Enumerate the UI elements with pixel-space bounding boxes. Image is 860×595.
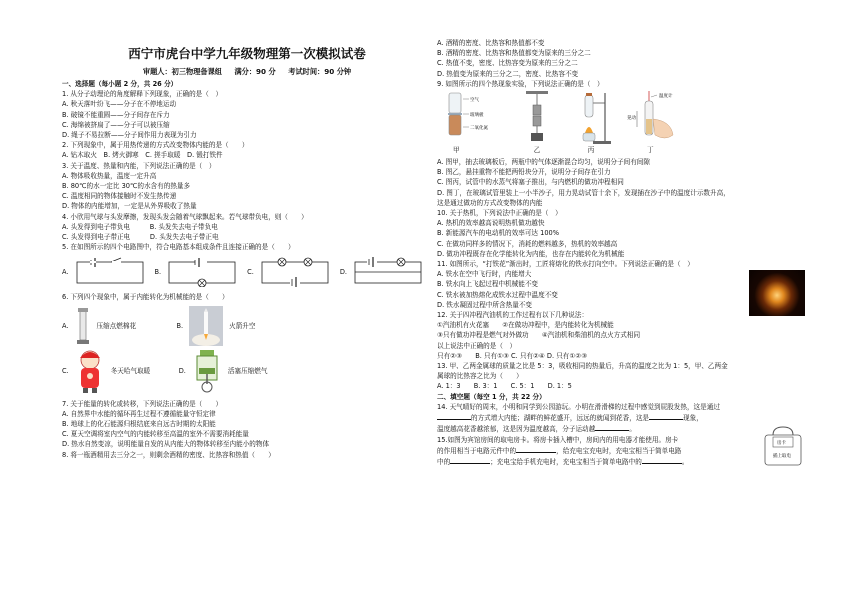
q10-option-d: D. 做功冲程既存在化学能转化为内能，也存在内能转化为机械能 <box>437 249 625 258</box>
question-15-line1: 15.如图为宾馆房间的取电房卡。将房卡插入槽中，房间内的用电器才能使用。房卡 <box>437 435 679 444</box>
card-label: 房卡 <box>777 440 786 446</box>
circuit-d <box>340 257 427 287</box>
label-no2: 二氧化氮 <box>470 125 488 131</box>
q9-figure-bing <box>571 89 611 155</box>
blank-15-3[interactable] <box>642 456 682 464</box>
rocket-launch-icon <box>189 306 223 346</box>
blank-15-2[interactable] <box>450 456 490 464</box>
lead-blocks-icon <box>522 89 552 145</box>
question-14-line2 <box>437 412 807 423</box>
q8-option-a: A. 酒精的密度、比热容和热值都不变 <box>437 39 545 47</box>
exam-title: 西宁市虎台中学九年级物理第一次模拟试卷 <box>128 46 366 61</box>
q7-option-a: A. 自然界中水能的循环再生过程不遵循能量守恒定律 <box>62 409 216 418</box>
q6-a-letter: A. <box>62 321 69 330</box>
q9-option-b: B. 图乙，悬挂重物不能把两铅块分开，说明分子间存在引力 <box>437 168 611 177</box>
circuit-d-label: D. <box>339 268 348 277</box>
room-card-holder-icon <box>759 425 807 467</box>
circuit-c <box>247 257 334 287</box>
q12-statements-1: ①汽油机有火花塞 ②在做功冲程中，是内能转化为机械能 <box>437 321 614 330</box>
test-tube-heating-icon <box>571 89 611 145</box>
circuit-a <box>62 257 149 287</box>
q1-option-c: C. 海绵被挤扁了——分子可以被压缩 <box>62 120 170 129</box>
label-thermometer: 温度计 <box>659 93 673 99</box>
section-choice-heading: 一、选择题（每小题 2 分，共 26 分） <box>62 80 178 88</box>
q11-option-c: C. 铁水被加热熔化成铁水过程中温度不变 <box>437 290 558 299</box>
question-8: 8. 将一瓶酒精用去三分之一，则剩余酒精的密度、比热容和热值（ ） <box>62 450 275 459</box>
q11-option-d: D. 铁水凝固过程中所含热量不变 <box>437 300 532 309</box>
q9-fig-yi-caption: 乙 <box>533 145 541 154</box>
question-15-line2 <box>437 445 807 456</box>
q1-option-b: B. 破镜不能重圆——分子间存在斥力 <box>62 110 170 119</box>
q10-option-c: C. 在做功同样多的情况下，消耗的燃料越多，热机的效率越高 <box>437 239 618 248</box>
question-7: 7. 关于能量的转化或转移，下列说法正确的是（ ） <box>62 399 223 408</box>
time-text: 考试时间：90 分钟 <box>288 67 352 76</box>
q6-d-caption: 活塞压缩燃气 <box>227 366 268 375</box>
q9-figure-ding <box>625 89 685 155</box>
right-column <box>437 38 807 467</box>
circuit-b-diagram <box>163 257 241 287</box>
q1-option-d: D. 绳子不易拉断——分子间作用力表现为引力 <box>62 131 197 140</box>
q6-c-letter: C. <box>62 366 69 375</box>
q9-option-c: C. 图丙，试管中的水蒸气将塞子推出，与内燃机的做功冲程相同 <box>437 178 624 187</box>
q9-fig-ding-caption: 丁 <box>647 145 654 154</box>
q12-statements-2: ③只有做功冲程是燃气对外做功 ④汽油机和柴油机的点火方式相同 <box>437 331 641 340</box>
q6-a-caption: 压缩点燃棉花 <box>96 321 137 330</box>
question-13-line1: 13. 甲、乙两金属球的质量之比是 5：3，吸收相同的热量后，升高的温度之比为 1：5，甲、乙两金 <box>437 362 728 371</box>
circuit-c-diagram <box>256 257 334 287</box>
q3-option-b: B. 80℃的水一定比 30℃的水含有的热量多 <box>62 182 191 191</box>
question-5: 5. 在如图所示的四个电路图中，符合电路基本组成条件且连接正确的是（ ） <box>62 243 295 252</box>
circuit-b-label: B. <box>154 268 162 277</box>
circuit-c-label: C. <box>247 268 254 277</box>
q6-d-letter: D. <box>178 366 186 375</box>
q13-options: A. 1：3 B. 3：1 C. 5：1 D. 1：5 <box>437 382 572 391</box>
q11-option-b: B. 铁水向上飞起过程中机械能不变 <box>437 280 539 289</box>
q6-row-ab <box>62 305 432 347</box>
blank-14-1[interactable] <box>437 412 471 420</box>
question-14-line3 <box>437 423 807 434</box>
q15-text-b1: 的作用相当于电路元件中的 <box>437 446 517 455</box>
q8-option-c: C. 热值不变，密度、比热容变为原来的三分之二 <box>437 59 578 68</box>
blank-15-1[interactable] <box>516 445 556 453</box>
question-9: 9. 如图所示的四个热现象实验，下列说法正确的是（ ） <box>437 79 604 88</box>
label-shake: 晃动 <box>627 115 636 121</box>
q9-option-d-line1: D. 图丁，在玻璃试管里装上一小半沙子，用力晃动试管十余下，发现插在沙子中的温度计示数升高， <box>437 188 730 197</box>
q9-figure-jia <box>443 89 503 155</box>
q3-option-a: A. 物体吸收热量，温度一定升高 <box>62 171 157 180</box>
question-14-line1: 14. 天气晴好的周末，小明和同学到公园游玩。小明在滑滑梯的过程中感觉到屁股发热，这是通过 <box>437 402 720 411</box>
blank-14-2[interactable] <box>649 412 683 420</box>
q14-text-c1: 温度越高花香越浓郁，这是因为温度越高，分子运动越 <box>437 425 596 434</box>
q6-b-caption: 火箭升空 <box>229 321 256 330</box>
q6-b-letter: B. <box>176 321 184 330</box>
label-glass: 玻璃板 <box>470 112 484 118</box>
q2-options: A. 钻木取火 B. 烤火御寒 C. 搓手取暖 D. 锻打铁件 <box>62 151 223 160</box>
q8-option-d: D. 热值变为原来的三分之二，密度、比热容不变 <box>437 69 579 78</box>
setter-text: 审题人：初三物理备课组 <box>142 67 222 76</box>
exam-meta <box>62 66 432 77</box>
q9-option-d-line2: 这是通过做功的方式改变物体的内能 <box>437 198 543 207</box>
q15-text-b2: ，给充电宝充电时，充电宝相当于简单电路 <box>556 446 682 455</box>
q3-option-d: D. 物体的内能增加，一定是从外界吸收了热量 <box>62 202 197 211</box>
piston-cylinder-icon <box>192 348 222 394</box>
question-6: 6. 下列四个现象中，属于内能转化为机械能的是（ ） <box>62 293 229 302</box>
circuit-b <box>155 257 242 287</box>
q9-fig-jia-caption: 甲 <box>453 145 460 154</box>
compressed-cylinder-icon <box>75 306 91 346</box>
q9-option-a: A. 图甲，抽去玻璃板后，两瓶中的气体逐渐混合均匀，说明分子间有间隙 <box>437 158 650 167</box>
q15-text-c1: 中的 <box>437 457 451 466</box>
q15-text-c2: ；充电宝给手机充电时，充电宝相当于简单电路中的 <box>490 457 642 466</box>
question-2: 2. 下列现象中，属于用热传递的方式改变物体内能的是（ ） <box>62 141 249 150</box>
q5-circuit-figures <box>62 254 432 290</box>
child-warming-hands-icon <box>75 348 105 394</box>
shaking-sand-tube-icon <box>625 89 685 145</box>
q6-row-cd <box>62 347 432 395</box>
q7-option-d: D. 热水自然变凉，说明能量自发的从内能大的物体转移至内能小的物体 <box>62 440 270 449</box>
q10-option-a: A. 热机的效率越高说明热机做功越快 <box>437 219 545 228</box>
question-15-line3 <box>437 456 807 467</box>
q8-option-b: B. 酒精的密度、比热容和热值都变为原来的三分之二 <box>437 49 591 58</box>
q15-block <box>437 435 807 468</box>
circuit-d-diagram <box>349 257 427 287</box>
q12-prompt: 以上说法中正确的是（ ） <box>437 341 517 350</box>
score-text: 满分：90 分 <box>234 67 276 76</box>
left-column <box>62 79 432 460</box>
q9-fig-bing-caption: 丙 <box>587 145 595 154</box>
iron-flower-photo <box>749 270 805 316</box>
q14-text-c2: 。 <box>629 425 636 434</box>
q6-c-caption: 冬天哈气取暖 <box>110 366 151 375</box>
question-4: 4. 小欣用气球与头发摩擦，发现头发会随着气球飘起来。若气球带负电，则（ ） <box>62 212 308 221</box>
label-air: 空气 <box>470 97 479 103</box>
q14-text-b1: 的方式增大内能；湖畔的鲜花盛开，远远的就闻到花香，这是 <box>471 414 650 423</box>
circuit-a-label: A. <box>62 268 69 277</box>
question-12: 12. 关于四冲程汽油机的工作过程有以下几种说法： <box>437 311 589 320</box>
q9-figures <box>437 89 807 155</box>
q15-text-c3: 。 <box>681 457 689 466</box>
question-13-line2: 属球的比热容之比为（ ） <box>437 372 523 381</box>
q12-options: 只有②③ B. 只有①③ C. 只有②④ D. 只有①②③ <box>437 351 588 360</box>
q11-option-a: A. 铁水在空中飞行时，内能增大 <box>437 270 532 279</box>
q7-option-c: C. 夏天空调将室内空气的内能转移至高温的室外不需要消耗能量 <box>62 430 249 439</box>
section-fill-heading: 二、填空题（每空 1 分，共 22 分） <box>437 392 546 401</box>
q4-options-cd: C. 头发得到电子带正电 D. 头发失去电子带正电 <box>62 233 219 242</box>
question-11: 11. 如图所示，“打铁花”渐出时，工匠将熔化的铁水打向空中。下列说法正确的是（ ） <box>437 260 694 269</box>
q3-option-c: C. 温度相同的物体接触时不发生热传递 <box>62 192 177 201</box>
q14-text-b2: 现象， <box>683 414 703 423</box>
q4-options-ab: A. 头发得到电子带负电 B. 头发失去电子带负电 <box>62 222 218 231</box>
gas-diffusion-jars-icon <box>443 89 503 145</box>
question-3: 3. 关于温度、热量和内能，下列说法正确的是（ ） <box>62 161 216 170</box>
q7-option-b: B. 地球上的化石能源归根结底来自远古时期的太阳能 <box>62 420 216 429</box>
q11-block <box>437 269 807 310</box>
question-10: 10. 关于热机，下列说法中正确的是（ ） <box>437 209 562 218</box>
card-slot-label: 插上取电 <box>773 453 791 459</box>
circuit-a-diagram <box>71 257 149 287</box>
question-1: 1. 从分子动理论的角度解释下列现象，正确的是（ ） <box>62 90 223 99</box>
blank-14-3[interactable] <box>595 423 629 431</box>
q9-figure-yi <box>517 89 557 155</box>
q1-option-a: A. 秋天落叶纷飞——分子在不停地运动 <box>62 100 177 109</box>
q10-option-b: B. 新能源汽车的电动机的效率可达 100% <box>437 229 559 238</box>
